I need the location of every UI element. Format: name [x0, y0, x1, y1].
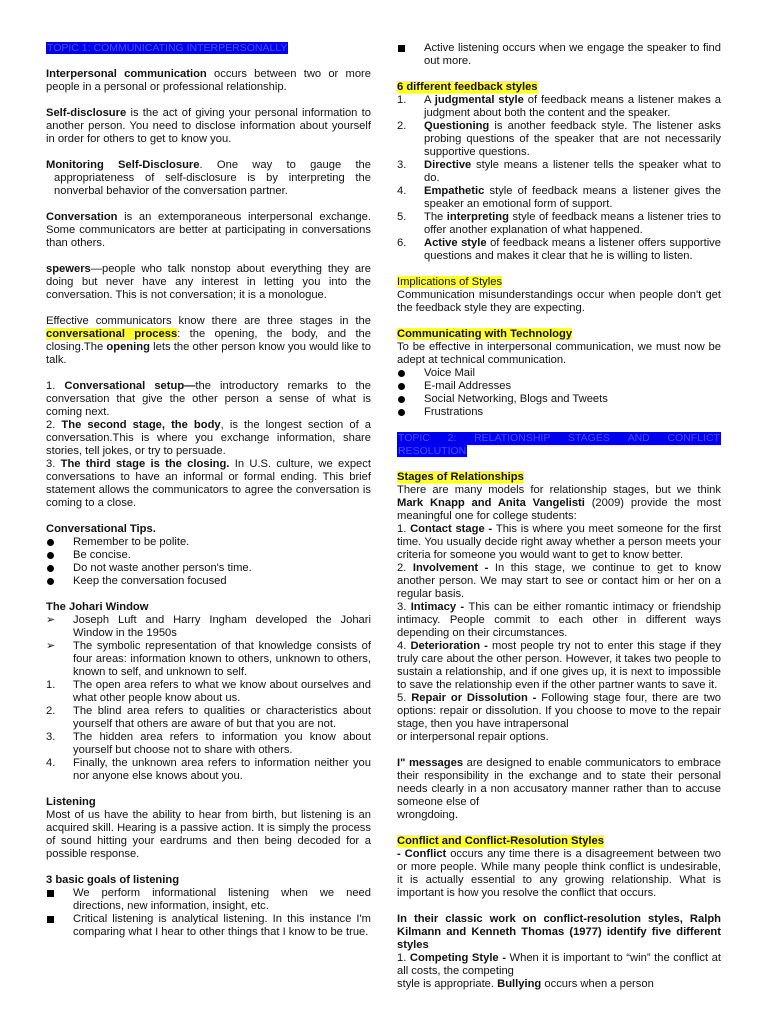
number: 6. [397, 237, 407, 249]
list-item [397, 185, 721, 211]
text: of feedback means a listener makes a judgment about both the content and the speaker. [424, 94, 722, 119]
number: 1. [46, 679, 56, 691]
item-text: Social Networking, Blogs and Tweets [424, 393, 608, 405]
term: Directive [424, 159, 472, 171]
listening-paragraph: Most of us have the ability to hear from birth, but listening is an acquired skill. Hearing is a passive action. It is simply the process of sound hitting your eardrums and then being decoded for a possible response. [46, 809, 371, 860]
list-item [397, 393, 721, 406]
text: style of feedback means a listener tries to offer another explanation of what happened. [424, 211, 721, 236]
list-item [46, 887, 371, 913]
term: Monitoring Self-Disclosure [46, 159, 200, 171]
topic-2-heading [397, 432, 721, 458]
list-item [397, 367, 721, 380]
text: most people try not to enter this stage if they truly care about the other person. However, it takes two people to sustain a relationship, and if one gives up, it is next to impossible to save the relationship even if the other partner wants to save it. [397, 640, 721, 691]
text: occurs when a person [541, 978, 654, 990]
classic-work-paragraph: In their classic work on conflict-resolution styles, Ralph Kilmann and Kenneth Thomas (1977) identify five different styles [397, 913, 721, 951]
number: 1. [397, 523, 411, 535]
item-text: Keep the conversation focused [73, 575, 227, 587]
text: style of feedback means a listener gives the speaker an emotional form of support. [424, 185, 721, 210]
list-item [397, 380, 721, 393]
item-text: Remember to be polite. [73, 536, 190, 548]
definition: —people who talk nonstop about everything they are doing but never have any interest in letting you into the conversation. This is not conversation; it is a monologue. [46, 263, 371, 301]
item-text: Frustrations [424, 406, 484, 418]
number: 2. [397, 120, 407, 132]
interpersonal-communication-paragraph [46, 68, 371, 94]
listening-heading: Listening [46, 796, 96, 808]
term: Bullying [497, 978, 542, 990]
term: Active style [424, 237, 487, 249]
list-item [46, 913, 371, 939]
word: RELATIONSHIP [474, 432, 551, 444]
relationship-stage-5 [397, 692, 721, 731]
word: STAGES [568, 432, 610, 444]
list-item [46, 705, 371, 731]
number: 4. [397, 185, 407, 197]
term: The third stage is the closing. [60, 458, 230, 470]
number: 2. [46, 705, 56, 717]
competing-style-paragraph [397, 952, 721, 978]
bullet-icon [398, 383, 405, 390]
number: 1. [397, 952, 410, 964]
self-disclosure-paragraph [46, 107, 371, 146]
number: 5. [397, 211, 407, 223]
monitoring-paragraph [46, 159, 371, 198]
term: Mark Knapp and Anita Vangelisti [397, 497, 585, 509]
term: The second stage, the body [61, 419, 221, 431]
term: Conversation [46, 211, 118, 223]
bullet-icon [398, 370, 405, 377]
text: (2009) provide the most meaningful one for college students: [397, 497, 721, 522]
right-column [397, 42, 721, 991]
item-text: Critical listening is analytical listening. In this instance I'm comparing what I hear to other things that I know to be true. [73, 913, 371, 938]
relationship-stage-4 [397, 640, 721, 692]
text: A [424, 94, 435, 106]
text: There are many models for relationship stages, but we think [397, 484, 721, 496]
number: 4. [46, 757, 56, 769]
item-text: Finally, the unknown area refers to information neither you nor anyone else knows about you. [73, 757, 371, 782]
relationship-stage-1 [397, 523, 721, 562]
text: Following stage four, there are two options: repair or dissolution. If you choose to move to the repair stage, then you have intrapersonal [397, 692, 721, 730]
term: Questioning [424, 120, 490, 132]
definition: . One way to gauge the appropriateness of self-disclosure is by interpreting the nonverbal behavior of the conversation partner. [54, 159, 372, 197]
term: Conversational setup— [64, 380, 196, 392]
number: 1. [397, 94, 407, 106]
tips-heading: Conversational Tips. [46, 523, 156, 535]
list-item [397, 42, 721, 68]
left-column [46, 42, 371, 939]
item-text: E-mail Addresses [424, 380, 512, 392]
list-item [46, 562, 371, 575]
stages-intro [397, 484, 721, 523]
list-item [397, 159, 721, 185]
item-text: Do not waste another person's time. [73, 562, 252, 574]
stage-2-paragraph [46, 419, 371, 458]
list-item [46, 640, 371, 679]
feedback-heading [397, 81, 721, 94]
text: The [424, 211, 447, 223]
definition: occurs between two or more people in a personal or professional relationship. [46, 68, 372, 93]
topic-1-label: TOPIC 1: COMMUNICATING INTERPERSONALLY [47, 42, 288, 54]
term: spewers [46, 263, 91, 275]
text: Effective communicators know there are three stages in the [46, 315, 371, 327]
term: I" messages [397, 757, 464, 769]
number: 3. [46, 458, 61, 470]
term: Self-disclosure [46, 107, 127, 119]
term: Empathetic [424, 185, 485, 197]
definition: is an extemporaneous interpersonal exchange. Some communicators are better at participating in conversations than others. [46, 211, 371, 249]
term: Interpersonal communication [46, 68, 207, 80]
effective-communicators-paragraph [46, 315, 371, 367]
bullet-icon [47, 552, 54, 559]
word: TOPIC [398, 432, 430, 444]
number: 2. [46, 419, 62, 431]
list-item [46, 549, 371, 562]
list-item [397, 94, 721, 120]
term: Involvement - [412, 562, 495, 574]
bullet-icon [47, 578, 54, 585]
number: 3. [397, 159, 407, 171]
bullet-icon [47, 539, 54, 546]
word: CONFLICT [667, 432, 720, 444]
stage-3-paragraph [46, 458, 371, 510]
number: 5. [397, 692, 412, 704]
text: is another feedback style. The listener asks probing questions of the speaker that are not necessarily supportive questions. [424, 120, 721, 158]
term: Contact stage - [410, 523, 496, 535]
item-text: The open area refers to what we know about ourselves and what other people know about us. [73, 679, 371, 704]
number: 2. [397, 562, 413, 574]
text: When it is important to “win” the conflict at all costs, the competing [397, 952, 721, 977]
term: Repair or Dissolution - [411, 692, 542, 704]
text: of feedback means a listener offers supportive questions and makes it clear that he is willing to listen. [424, 237, 721, 262]
conflict-heading [397, 835, 721, 848]
topic-1-heading [46, 42, 371, 55]
item-text: Active listening occurs when we engage the speaker to find out more. [424, 42, 721, 67]
item-text: Be concise. [73, 549, 131, 561]
text: : the opening, the body, and the closing.The [46, 328, 372, 353]
implications-heading [397, 276, 721, 289]
term: judgmental style [434, 94, 524, 106]
word: 2: [447, 432, 457, 444]
text: style means a listener tells the speaker what to do. [424, 159, 721, 184]
list-item [397, 211, 721, 237]
technology-heading [397, 328, 721, 341]
text: style is appropriate. [397, 978, 498, 990]
list-item [46, 536, 371, 549]
implications-paragraph: Communication misunderstandings occur when people don't get the feedback style they are expecting. [397, 289, 721, 314]
item-text: We perform informational listening when we need directions, new information, insight, etc. [73, 887, 371, 912]
arrow-bullet-icon: ➢ [46, 614, 56, 626]
list-item [397, 237, 721, 263]
highlight: conversational process [46, 328, 178, 340]
heading-text: Conflict and Conflict-Resolution Styles [397, 835, 604, 847]
spewers-paragraph [46, 263, 371, 302]
text: This can be either romantic intimacy or friendship intimacy. People commit to each other in different ways depending on their circumstances. [397, 601, 721, 639]
term: interpreting [446, 211, 509, 223]
number: 3. [46, 731, 56, 743]
i-messages-paragraph [397, 757, 721, 809]
bullet-icon [398, 409, 405, 416]
list-item [46, 575, 371, 588]
square-bullet-icon [47, 916, 54, 923]
text: lets the other person know you would like to talk. [46, 341, 371, 366]
number: 1. [46, 380, 65, 392]
relationship-stage-5-tail: or interpersonal repair options. [397, 731, 549, 743]
text: occurs any time there is a disagreement between two or more people. While many people think conflict is undesirable, it is actually essential to any growing relationship. What is important is how you resolve the conflict that occurs. [397, 848, 721, 899]
i-messages-tail: wrongdoing. [397, 809, 458, 821]
square-bullet-icon [47, 890, 54, 897]
item-text: The symbolic representation of that knowledge consists of four areas: information known to others, unknown to others, known to self, and unknown to self. [73, 640, 371, 678]
heading-text: Communicating with Technology [397, 328, 573, 340]
term: Intimacy - [410, 601, 469, 613]
item-text: Joseph Luft and Harry Ingham developed the Johari Window in the 1950s [73, 614, 371, 639]
heading-text: 6 different feedback styles [397, 81, 538, 93]
bullet-icon [398, 396, 405, 403]
technology-paragraph: To be effective in interpersonal communication, we must now be adept at technical communication. [397, 341, 721, 366]
term: Deterioration - [410, 640, 492, 652]
list-item [46, 614, 371, 640]
number: 4. [397, 640, 411, 652]
item-text: The hidden area refers to information you know about yourself but choose not to share with others. [73, 731, 371, 756]
item-text: Voice Mail [424, 367, 475, 379]
term: opening [106, 341, 150, 353]
goals-heading: 3 basic goals of listening [46, 874, 180, 886]
list-item [397, 406, 721, 419]
definition: is the act of giving your personal information to another person. You need to disclose information about yourself in order for others to get to know you. [46, 107, 371, 145]
square-bullet-icon [398, 45, 405, 52]
list-item [397, 120, 721, 159]
relationship-stage-2 [397, 562, 721, 601]
relationship-stage-3 [397, 601, 721, 640]
text: In this stage, we continue to get to know another person. We may start to see or contact him or her on a regular basis. [397, 562, 721, 600]
list-item [46, 757, 371, 783]
heading-text: Stages of Relationships [397, 471, 524, 483]
definition: the introductory remarks to the conversation that give the other person a sense of what is coming next. [46, 380, 371, 418]
topic-2-line-1 [397, 432, 721, 445]
definition: , is the longest section of a conversation.This is where you exchange information, share stories, tell jokes, or try to persuade. [46, 419, 371, 457]
term: Competing Style - [409, 952, 510, 964]
text: are designed to enable communicators to embrace their responsibility in the exchange and to state their personal needs clearly in a non accusatory manner rather than to accuse someone else of [397, 757, 721, 808]
competing-style-tail [397, 978, 721, 991]
word: AND [627, 432, 650, 444]
term: - Conflict [397, 848, 447, 860]
item-text: The blind area refers to qualities or characteristics about yourself that others are aware of but that you are not. [73, 705, 371, 730]
definition: In U.S. culture, we expect conversations to have an informal or formal ending. This brief statement allows the communicators to agree the conversation is coming to a close. [46, 458, 371, 509]
list-item [46, 679, 371, 705]
stages-heading [397, 471, 721, 484]
text: This is where you meet someone for the first time. You usually decide right away whether a person meets your criteria for someone you would want to get to know better. [397, 523, 721, 561]
arrow-bullet-icon: ➢ [46, 640, 56, 652]
conversation-paragraph [46, 211, 371, 250]
stage-1-paragraph [46, 380, 371, 419]
list-item [46, 731, 371, 757]
number: 3. [397, 601, 411, 613]
bullet-icon [47, 565, 54, 572]
johari-heading: The Johari Window [46, 601, 149, 613]
heading-text: Implications of Styles [397, 276, 503, 288]
topic-2-line-2: RESOLUTION [398, 445, 467, 457]
conflict-paragraph [397, 848, 721, 900]
